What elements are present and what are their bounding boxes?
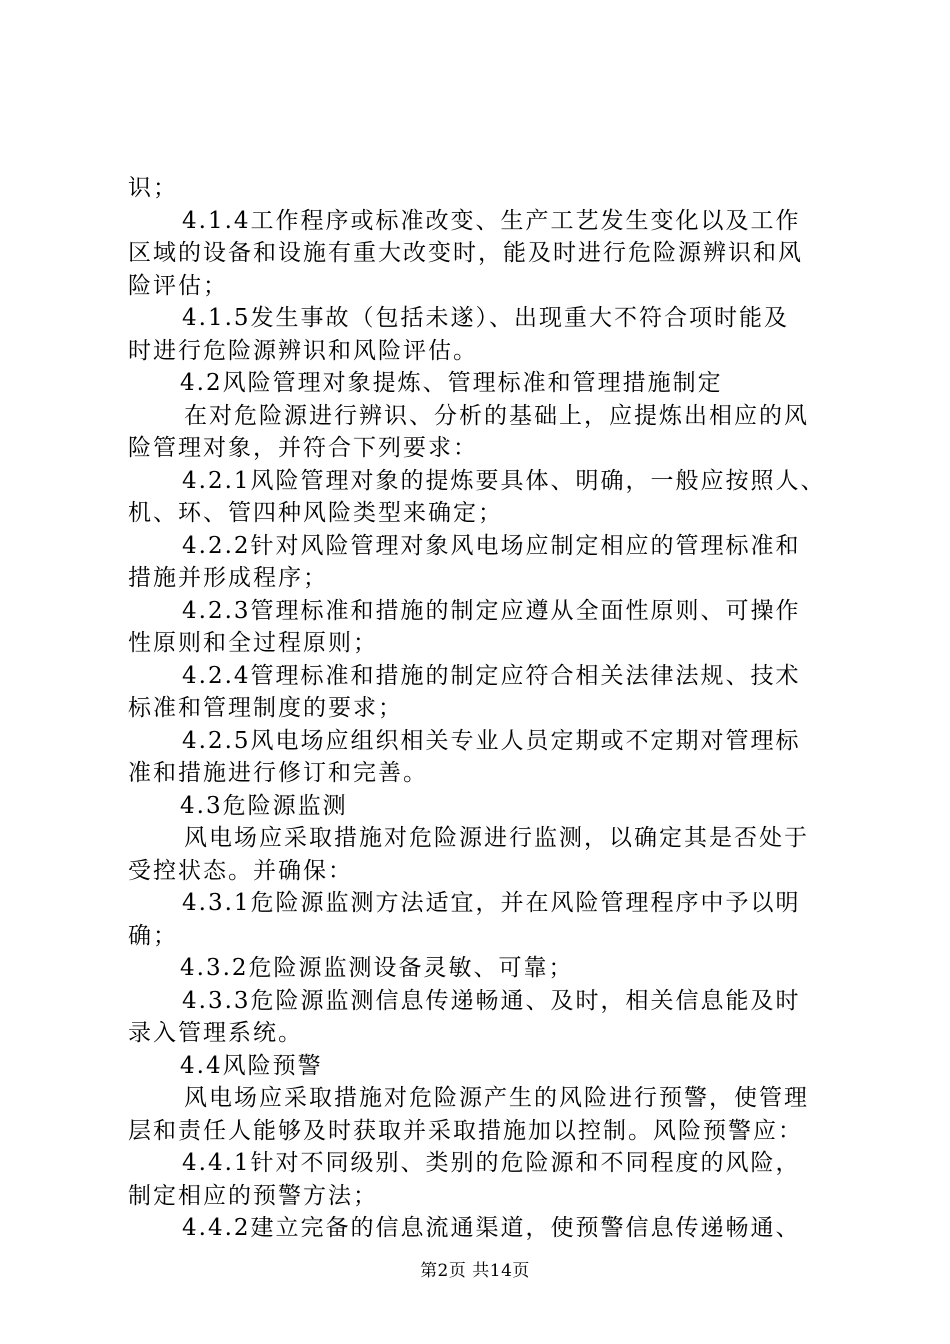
text-line: 险评估；: [128, 272, 228, 299]
clause-4-4-2: 4.4.2建立完备的信息流通渠道，使预警信息传递畅通、: [182, 1215, 801, 1241]
clause-4-2-3: 4.2.3管理标准和措施的制定应遵从全面性原则、可操作: [182, 597, 801, 624]
clause-4-3-3: 4.3.3危险源监测信息传递畅通、及时，相关信息能及时: [182, 987, 801, 1014]
paragraph-intro: 风电场应采取措施对危险源产生的风险进行预警，使管理: [184, 1085, 809, 1111]
page-number-footer: 第2页 共14页: [420, 1261, 530, 1281]
text-line: 险管理对象，并符合下列要求：: [128, 435, 478, 461]
section-heading-4-3: 4.3危险源监测: [180, 792, 348, 819]
text-line: 时进行危险源辨识和风险评估。: [128, 337, 478, 364]
paragraph-intro: 风电场应采取措施对危险源进行监测，以确定其是否处于: [184, 825, 809, 851]
document-body: [128, 172, 838, 1245]
clause-4-3-1: 4.3.1危险源监测方法适宜，并在风险管理程序中予以明: [182, 890, 801, 916]
text-line: 区域的设备和设施有重大改变时，能及时进行危险源辨识和风: [128, 240, 803, 266]
text-line: 录入管理系统。: [128, 1020, 303, 1046]
text-line: 确；: [128, 922, 178, 949]
text-line: 性原则和全过程原则；: [128, 630, 378, 656]
text-line: 识；: [128, 175, 178, 201]
clause-4-1-5: 4.1.5发生事故（包括未遂）、出现重大不符合项时能及: [182, 305, 790, 331]
clause-4-2-2: 4.2.2针对风险管理对象风电场应制定相应的管理标准和: [182, 532, 801, 559]
text-line: 层和责任人能够及时获取并采取措施加以控制。风险预警应：: [128, 1117, 803, 1144]
clause-4-3-2: 4.3.2危险源监测设备灵敏、可靠；: [180, 955, 574, 981]
section-heading-4-4: 4.4风险预警: [180, 1052, 323, 1079]
clause-4-1-4: 4.1.4工作程序或标准改变、生产工艺发生变化以及工作: [182, 207, 801, 234]
text-line: 准和措施进行修订和完善。: [128, 760, 428, 786]
paragraph-intro: 在对危险源进行辨识、分析的基础上，应提炼出相应的风: [184, 402, 809, 429]
clause-4-2-5: 4.2.5风电场应组织相关专业人员定期或不定期对管理标: [182, 727, 801, 754]
text-line: 标准和管理制度的要求；: [128, 695, 403, 721]
text-line: 制定相应的预警方法；: [128, 1182, 378, 1209]
clause-4-2-4: 4.2.4管理标准和措施的制定应符合相关法律法规、技术: [182, 662, 801, 689]
text-line: 机、环、管四种风险类型来确定；: [128, 500, 503, 526]
section-heading-4-2: 4.2风险管理对象提炼、管理标准和管理措施制定: [180, 370, 723, 396]
text-line: 措施并形成程序；: [128, 565, 328, 591]
clause-4-2-1: 4.2.1风险管理对象的提炼要具体、明确，一般应按照人、: [182, 467, 826, 494]
text-line: 受控状态。并确保：: [128, 857, 353, 884]
clause-4-4-1: 4.4.1针对不同级别、类别的危险源和不同程度的风险，: [182, 1150, 801, 1176]
